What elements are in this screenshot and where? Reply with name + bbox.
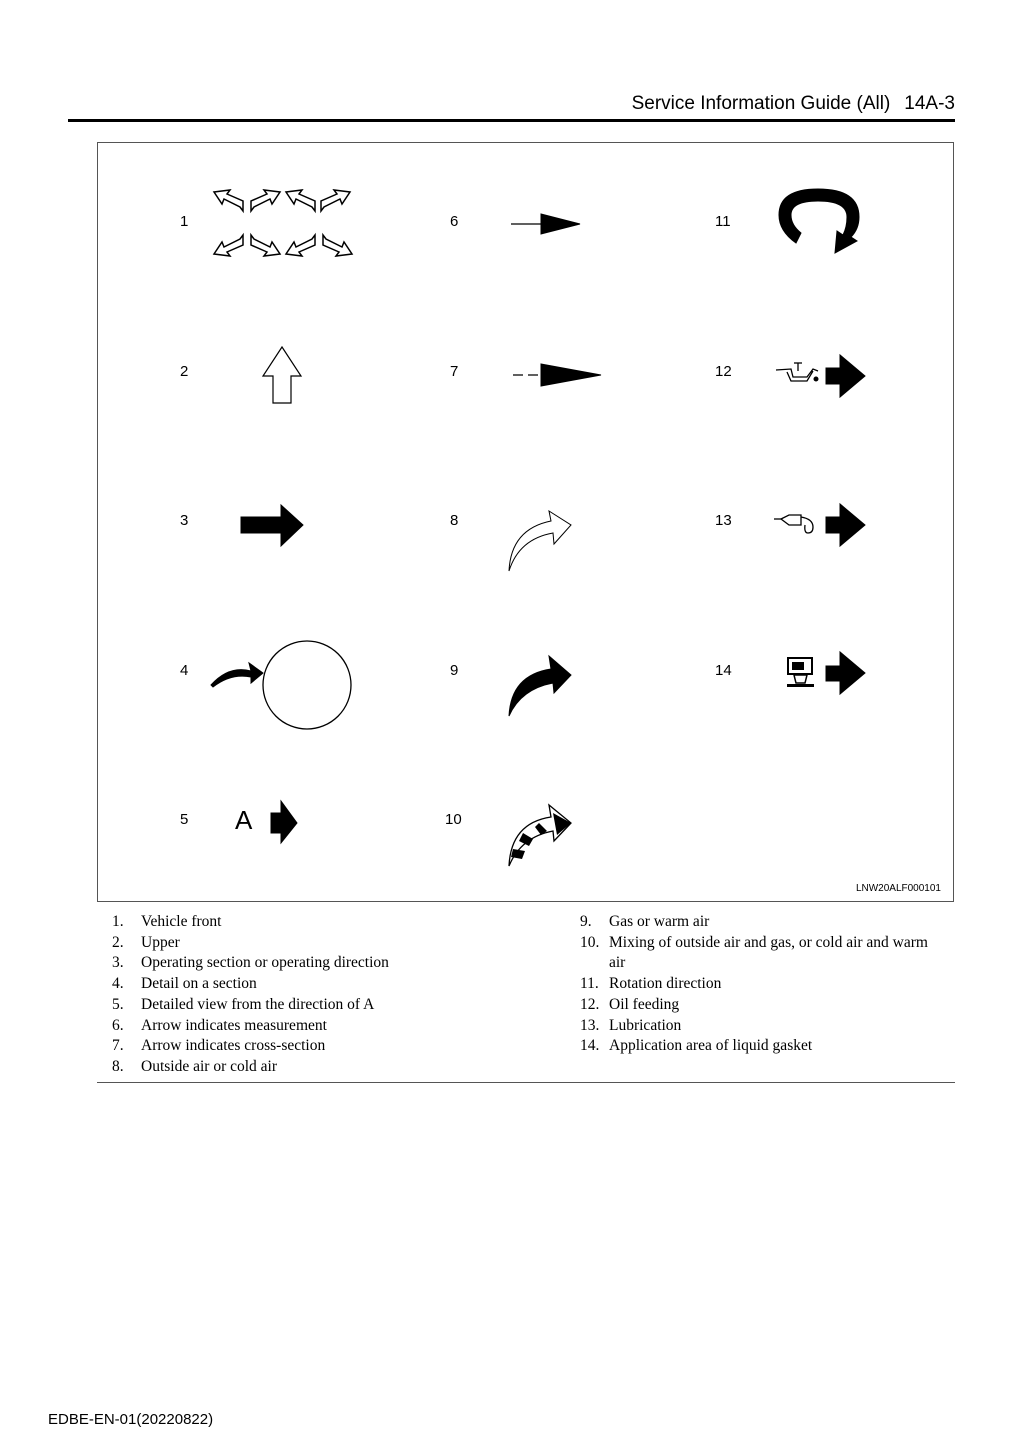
legend-item: 1. Vehicle front <box>112 913 222 930</box>
liquid-gasket-icon <box>787 652 865 694</box>
legend-item: 8. Outside air or cold air <box>112 1057 278 1075</box>
symbol-figure <box>97 142 954 902</box>
figure-number: 14 <box>715 662 732 679</box>
figure-number: 5 <box>180 811 189 828</box>
header-title: Service Information Guide (All) <box>631 93 891 114</box>
warm-air-arrow-icon <box>509 656 571 716</box>
legend-item: 10. Mixing of outside air and gas, or cold air and warm air <box>580 933 928 972</box>
operating-direction-arrow-icon <box>241 505 303 546</box>
figure-number: 1 <box>180 213 189 230</box>
figure-graphics <box>98 143 955 903</box>
lubrication-icon <box>774 504 865 546</box>
rotation-direction-icon <box>779 189 859 253</box>
figure-number: 10 <box>445 811 462 828</box>
mixing-air-arrow-icon <box>509 805 571 866</box>
legend-item: 11. Rotation direction <box>580 975 722 993</box>
figure-id: LNW20ALF000101 <box>855 883 941 894</box>
figure-number: 7 <box>450 363 459 380</box>
legend-item: 7. Arrow indicates cross-section <box>112 1037 326 1055</box>
cross-section-arrow-icon <box>513 364 601 386</box>
detail-view-a-icon <box>271 801 297 843</box>
measurement-arrow-icon <box>511 214 580 234</box>
figure-number: 6 <box>450 213 459 230</box>
oil-feeding-icon <box>776 355 865 397</box>
legend-item: 5. Detailed view from the direction of A <box>112 995 375 1013</box>
legend-item: 2. Upper <box>112 933 180 951</box>
outside-air-arrow-icon <box>509 511 571 571</box>
vehicle-front-arrows-icon <box>214 190 352 256</box>
legend-item: 3. Operating section or operating direction <box>112 954 389 972</box>
figure-number: 3 <box>180 512 189 529</box>
upper-arrow-icon <box>263 347 301 403</box>
figure-number: 9 <box>450 662 459 679</box>
letter-a: A <box>235 805 253 835</box>
footer-doc-id: EDBE-EN-01(20220822) <box>48 1411 214 1428</box>
legend-right <box>580 912 940 1057</box>
header-rule <box>68 119 955 122</box>
figure-number: 4 <box>180 662 189 679</box>
legend-item: 12. Oil feeding <box>580 995 680 1013</box>
legend-item: 9. Gas or warm air <box>580 913 710 930</box>
detail-section-icon <box>211 641 351 729</box>
legend-item: 14. Application area of liquid gasket <box>580 1037 813 1055</box>
legend-item: 13. Lubrication <box>580 1016 682 1034</box>
figure-number: 13 <box>715 512 732 529</box>
legend-rule <box>97 1082 955 1083</box>
figure-number: 8 <box>450 512 459 529</box>
page-number: 14A-3 <box>904 93 955 114</box>
legend-item: 4. Detail on a section <box>112 975 257 993</box>
page-header <box>618 93 955 115</box>
figure-number: 12 <box>715 363 732 380</box>
figure-number: 2 <box>180 363 189 380</box>
legend-left <box>112 912 552 1078</box>
figure-number: 11 <box>715 213 731 230</box>
legend-item: 6. Arrow indicates measurement <box>112 1016 327 1034</box>
